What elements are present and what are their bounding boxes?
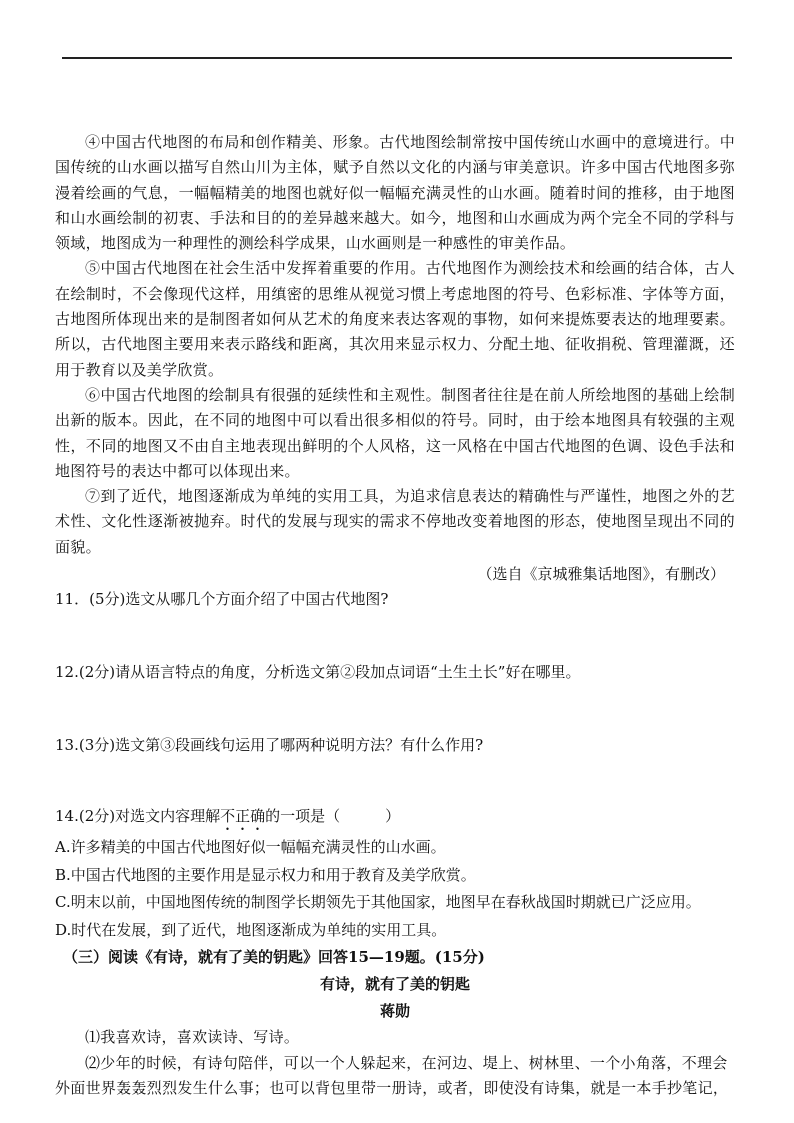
option-a: A.许多精美的中国古代地图好似一幅幅充满灵性的山水画。 [55,838,446,857]
article-author: 蒋勋 [379,1002,410,1021]
top-rule [62,57,732,59]
question-14-prefix: 14.(2分)对选文内容理解 [55,807,221,826]
answer-space-13 [55,758,735,804]
paragraph-7: ⑦到了近代，地图逐渐成为单纯的实用工具，为追求信息表达的精确性与严谨性，地图之外的艺术性、文化性逐渐被抛弃。时代的发展与现实的需求不停地改变着地图的形态，使地图呈现出不同的面貌。 [55,487,735,556]
source-citation: （选自《京城雅集话地图》，有删改） [477,565,725,584]
article-paragraph-2: ⑵少年的时候，有诗句陪伴，可以一个人躲起来，在河边、堤上、树林里、一个小角落，不理会外面世界轰轰烈烈发生什么事；也可以背包里带一册诗，或者，即使没有诗集，就是一本手抄笔记， [55,1053,729,1098]
question-14-suffix: 的一项是（ ） [265,807,401,826]
option-b: B.中国古代地图的主要作用是显示权力和用于教育及美学欣赏。 [55,865,476,884]
document-body [55,130,735,1102]
question-11: 11．(5分)选文从哪几个方面介绍了中国古代地图? [55,590,389,609]
paragraph-5: ⑤中国古代地图在社会生活中发挥着重要的作用。古代地图作为测绘技术和绘画的结合体，古人在绘制时，不会像现代这样，用缜密的思维从视觉习惯上考虑地图的符号、色彩标准、字体等方面，古地图所体现出来的是制图者如何从艺术的角度来表达客观的事物，如何来提炼要表达的地理要素。所以，古代地图主要用来表示路线和距离，其次用来显示权力、分配土地、征收捐税、管理灌溉，还用于教育以及美学欣赏。 [55,259,735,379]
article-title: 有诗，就有了美的钥匙 [319,975,470,994]
answer-space-11 [55,612,735,660]
question-14-emphasis: 不正确 [220,807,266,826]
article-paragraph-1: ⑴我喜欢诗，喜欢读诗、写诗。 [85,1028,300,1047]
option-d: D.时代在发展，到了近代，地图逐渐成为单纯的实用工具。 [55,920,447,939]
answer-space-12 [55,685,735,733]
section-3-heading: （三）阅读《有诗，就有了美的钥匙》回答15—19题。(15分) [63,948,485,967]
option-c: C.明末以前，中国地图传统的制图学长期领先于其他国家，地图早在春秋战国时期就已广泛应用。 [55,893,701,912]
paragraph-4: ④中国古代地图的布局和创作精美、形象。古代地图绘制常按中国传统山水画中的意境进行。中国传统的山水画以描写自然山川为主体，赋予自然以文化的内涵与审美意识。许多中国古代地图多弥漫着绘画的气息，一幅幅精美的地图也就好似一幅幅充满灵性的山水画。随着时间的推移，由于地图和山水画绘制的初衷、手法和目的的差异越来越大。如今，地图和山水画成为两个完全不同的学科与领域，地图成为一种理性的测绘科学成果，山水画则是一种感性的审美作品。 [55,133,735,253]
question-12: 12.(2分)请从语言特点的角度，分析选文第②段加点词语“土生土长”好在哪里。 [55,663,581,682]
paragraph-6: ⑥中国古代地图的绘制具有很强的延续性和主观性。制图者往往是在前人所绘地图的基础上绘制出新的版本。因此，在不同的地图中可以看出很多相似的符号。同时，由于绘本地图具有较强的主观性，不同的地图又不由自主地表现出鲜明的个人风格，这一风格在中国古代地图的色调、设色手法和地图符号的表达中都可以体现出来。 [55,385,735,480]
question-14 [55,804,735,834]
question-13: 13.(3分)选文第③段画线句运用了哪两种说明方法？有什么作用? [55,736,484,755]
